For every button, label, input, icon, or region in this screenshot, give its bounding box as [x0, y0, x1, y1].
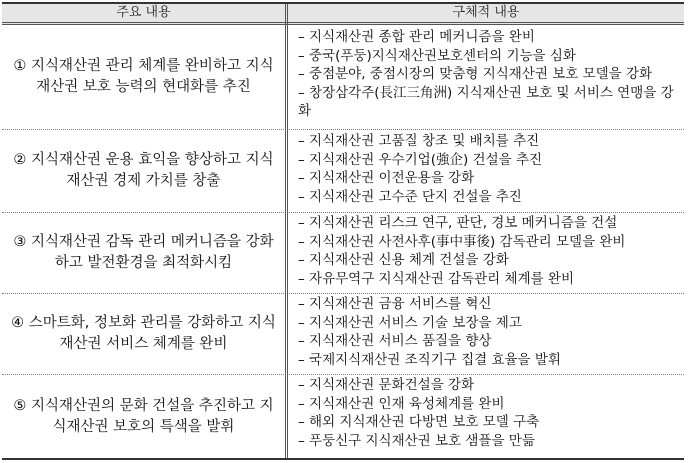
- table-row: [2, 213, 684, 294]
- main-content-cell: ③ 지식재산권 감독 관리 메커니즘을 강화하고 발전환경을 최적화시킴: [13, 234, 274, 271]
- main-content-cell: ① 지식재산권 관리 체계를 완비하고 지식재산권 보호 능력의 현대화를 추진: [13, 58, 274, 95]
- detail-item: – 해외 지식재산권 다방면 보호 모델 구축: [298, 414, 540, 430]
- detail-item: – 지식재산권 고수준 단지 건설을 추진: [298, 188, 522, 205]
- table-row: [2, 375, 684, 458]
- detail-item: – 지식재산권 금융 서비스를 혁신: [298, 296, 492, 312]
- column-divider: [285, 4, 288, 458]
- detail-list: [298, 132, 680, 206]
- detail-item: – 국제지식재산권 조직기구 집결 효율을 발휘: [298, 351, 561, 368]
- table-row: [2, 130, 684, 213]
- detail-list: [298, 28, 680, 121]
- content-table: [2, 2, 684, 460]
- detail-item: – 푸둥신구 지식재산권 보호 샘플을 만듦: [298, 432, 535, 449]
- detail-item: – 지식재산권 종합 관리 메커니즘을 완비: [298, 29, 535, 45]
- detail-item: – 지식재산권 사전사후(事中事後) 감독관리 모델을 완비: [298, 233, 626, 250]
- detail-list: [298, 376, 680, 450]
- detail-item: – 지식재산권 고품질 창조 및 배치를 추진: [298, 133, 540, 149]
- detail-item: – 창장삼각주(長江三角洲) 지식재산권 보호 및 서비스 연맹을 강화: [298, 84, 674, 119]
- detail-item: – 중점분야, 중점시장의 맞춤형 지식재산권 보호 모델을 강화: [298, 66, 653, 82]
- table-header: [2, 4, 684, 25]
- detail-list: [298, 295, 680, 369]
- detail-item: – 지식재산권 이전운용을 강화: [298, 170, 475, 186]
- detail-item: – 지식재산권 신용 체계 건설을 강화: [298, 252, 509, 268]
- main-content-cell: ② 지식재산권 운용 효익을 향상하고 지식재산권 경제 가치를 창출: [13, 152, 274, 189]
- main-content-cell: ⑤ 지식재산권의 문화 건설을 추진하고 지식재산권 보호의 특색을 발휘: [13, 397, 274, 435]
- main-content-cell: ④ 스마트화, 정보화 관리를 강화하고 지식재산권 서비스 체계를 완비: [11, 315, 276, 352]
- detail-list: [298, 214, 680, 288]
- detail-item: – 지식재산권 우수기업(強企) 건설을 추진: [298, 151, 543, 168]
- header-main-content: 주요 내용: [116, 5, 171, 20]
- table-row: [2, 25, 684, 130]
- detail-item: – 지식재산권 리스크 연구, 판단, 경보 메커니즘을 건설: [298, 215, 618, 231]
- table-row: [2, 294, 684, 375]
- detail-item: – 지식재산권 문화건설을 강화: [298, 377, 475, 393]
- detail-item: – 중국(푸둥)지식재산권보호센터의 기능을 심화: [298, 47, 576, 64]
- detail-item: – 지식재산권 서비스 기술 보장을 제고: [298, 314, 522, 331]
- detail-item: – 지식재산권 인재 육성체계를 완비: [298, 395, 505, 412]
- header-detail-content: 구체적 내용: [452, 5, 520, 20]
- detail-item: – 지식재산권 서비스 품질을 향상: [298, 333, 492, 349]
- detail-item: – 자유무역구 지식재산권 감독관리 체계를 완비: [298, 270, 574, 287]
